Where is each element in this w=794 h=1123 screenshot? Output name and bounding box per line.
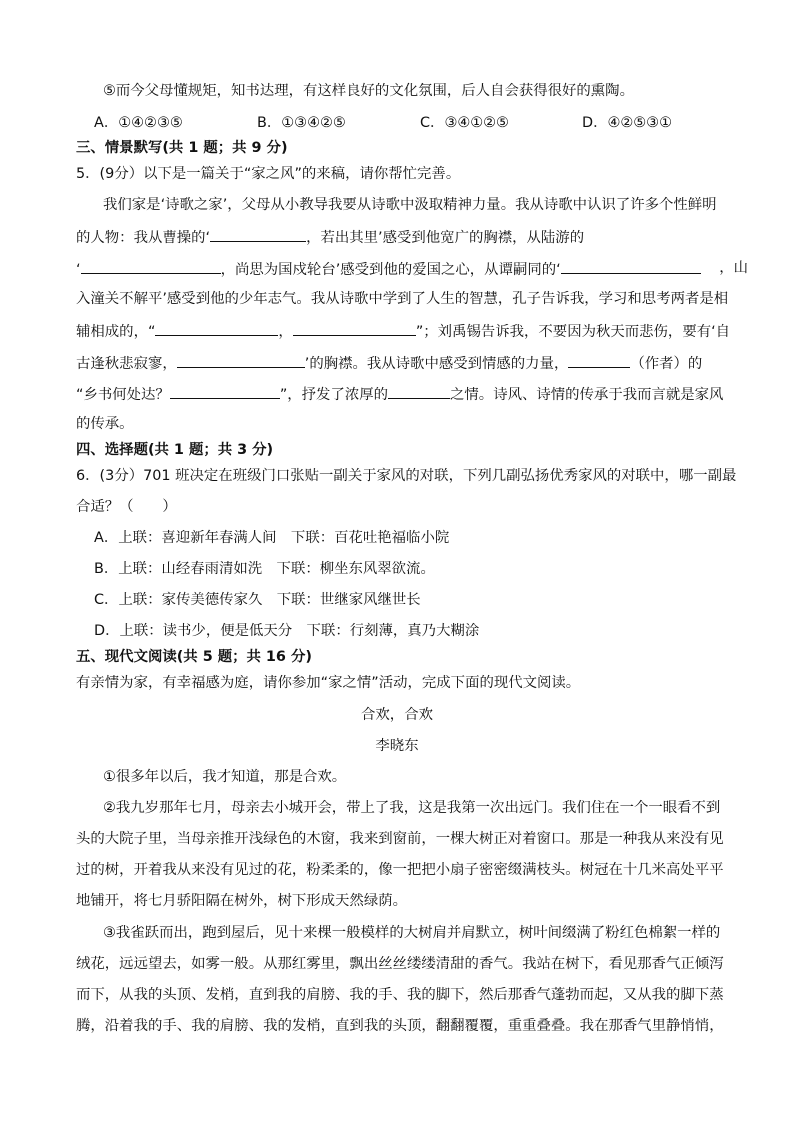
q5-text-line-1: 我们家是‘诗歌之家’，父母从小教导我要从诗歌中汲取精神力量。我从诗歌中认识了许多个性鲜明 [103,197,717,213]
blank-8[interactable] [170,383,280,399]
q4-options [94,113,748,133]
question-6-line-1: 6．(3分）701 班决定在班级门口张贴一副关于家风的对联，下列几副弘扬优秀家风的对联中，哪一副最 [76,468,737,484]
q6-option-b[interactable]: B．上联：山经春雨清如洗 下联：柳坐东风翠欲流。 [94,561,435,577]
q6-option-c[interactable]: C．上联：家传美德传家久 下联：世继家风继世长 [94,592,421,608]
q5-text: ，山 [719,260,748,276]
q5-text: “乡书何处达？ [76,387,170,403]
blank-3[interactable] [561,258,701,274]
q5-text: ”；刘禹锡告诉我，不要因为秋天而悲伤，要有‘自 [415,324,731,340]
paragraph-2-line: ②我九岁那年七月，母亲去小城开会，带上了我，这是我第一次出远门。我们住在一个一眼看不到 [103,800,721,816]
q5-text: ，尚思为国戍轮台’感受到他的爱国之心，从谭嗣同的‘ [220,262,561,278]
paragraph-2-line: 地铺开，将七月骄阳隔在树外，树下形成天然绿荫。 [76,893,407,909]
blank-1[interactable] [210,226,306,242]
q5-text-line-7 [76,383,748,405]
q5-text-line-6 [76,352,748,374]
section-5-intro: 有亲情为家，有幸福感为庭，请你参加“家之情”活动，完成下面的现代文阅读。 [76,675,581,691]
question-5-prompt: 5．(9分）以下是一篇关于“家之风”的来稿，请你帮忙完善。 [76,166,461,182]
question-6-line-2: 合适？（ ） [76,499,177,515]
q6-option-a[interactable]: A．上联：喜迎新年春满人间 下联：百花吐艳福临小院 [94,530,450,546]
q5-text: ”，抒发了浓厚的 [279,387,389,403]
q5-text-line-8: 的传承。 [76,416,134,432]
q5-text: ， [278,324,293,340]
section-5-heading: 五、现代文阅读(共 5 题；共 16 分) [76,649,312,665]
paragraph-2-line: 过的树，开着我从来没有见过的花，粉柔柔的，像一把把小扇子密密缀满枝头。树冠在十几米高处平平 [76,862,724,878]
blank-6[interactable] [177,352,305,368]
blank-9[interactable] [388,383,450,399]
q5-text: ，若出其里’感受到他宽广的胸襟，从陆游的 [306,230,585,246]
section-3-heading: 三、情景默写(共 1 题；共 9 分) [76,140,288,156]
paragraph-3-line: 腾，沿着我的手、我的肩膀、我的发梢，直到我的头顶，翻翻覆覆，重重叠叠。我在那香气里静悄悄， [76,1018,724,1034]
paragraph-3-line: 而下，从我的头顶、发梢，直到我的肩膀、我的手、我的脚下，然后那香气蓬勃而起，又从我的脚下蒸 [76,987,724,1003]
q5-text: 之情。诗风、诗情的传承于我而言就是家风 [450,387,724,403]
blank-2[interactable] [81,258,221,274]
q4-option-c[interactable]: C．③④①②⑤ [420,115,509,131]
paragraph-3-line: 绒花，远远望去，如雾一般。从那红雾里，飘出丝丝缕缕清甜的香气。我站在树下，看见那香气正倾泻 [76,956,724,972]
q5-text-line-5 [76,320,748,342]
article-title: 合欢，合欢 [361,707,433,723]
blank-7-author[interactable] [568,352,630,368]
article-author: 李晓东 [375,738,419,754]
q5-text: ‘ [76,262,81,278]
paragraph-3-line: ③我雀跃而出，跑到屋后，见十来棵一般模样的大树肩并肩默立，树叶间缀满了粉红色棉絮一样的 [103,925,721,941]
q4-option-d[interactable]: D．④②⑤③① [582,115,672,131]
q5-text: 的人物：我从曹操的‘ [76,230,211,246]
q4-sentence-5: ⑤而今父母懂规矩，知书达理，有这样良好的文化氛围，后人自会获得很好的熏陶。 [103,83,634,99]
q4-option-a[interactable]: A．①④②③⑤ [94,115,183,131]
paragraph-2-line: 头的大院子里，当母亲推开浅绿色的木窗，我来到窗前，一棵大树正对着窗口。那是一种我从来没有见 [76,831,724,847]
q5-text-line-3 [76,258,748,280]
blank-4[interactable] [155,320,278,336]
q5-text: （作者）的 [630,356,703,372]
q6-option-d[interactable]: D．上联：读书少，便是低天分 下联：行刻薄，真乃大糊涂 [94,623,480,639]
paragraph-1: ①很多年以后，我才知道，那是合欢。 [103,769,347,785]
q5-text: ’的胸襟。我从诗歌中感受到情感的力量， [304,356,569,372]
section-4-heading: 四、选择题(共 1 题；共 3 分) [76,442,274,458]
q5-text: 古逢秋悲寂寥， [76,356,177,372]
q5-text-line-4: 入潼关不解平’感受到他的少年志气。我从诗歌中学到了人生的智慧，孔子告诉我，学习和思考两者是相 [76,291,729,307]
q4-option-b[interactable]: B．①③④②⑤ [257,115,346,131]
q5-text-line-2 [76,226,748,248]
q5-text: 辅相成的，“ [76,324,156,340]
blank-5[interactable] [293,320,416,336]
